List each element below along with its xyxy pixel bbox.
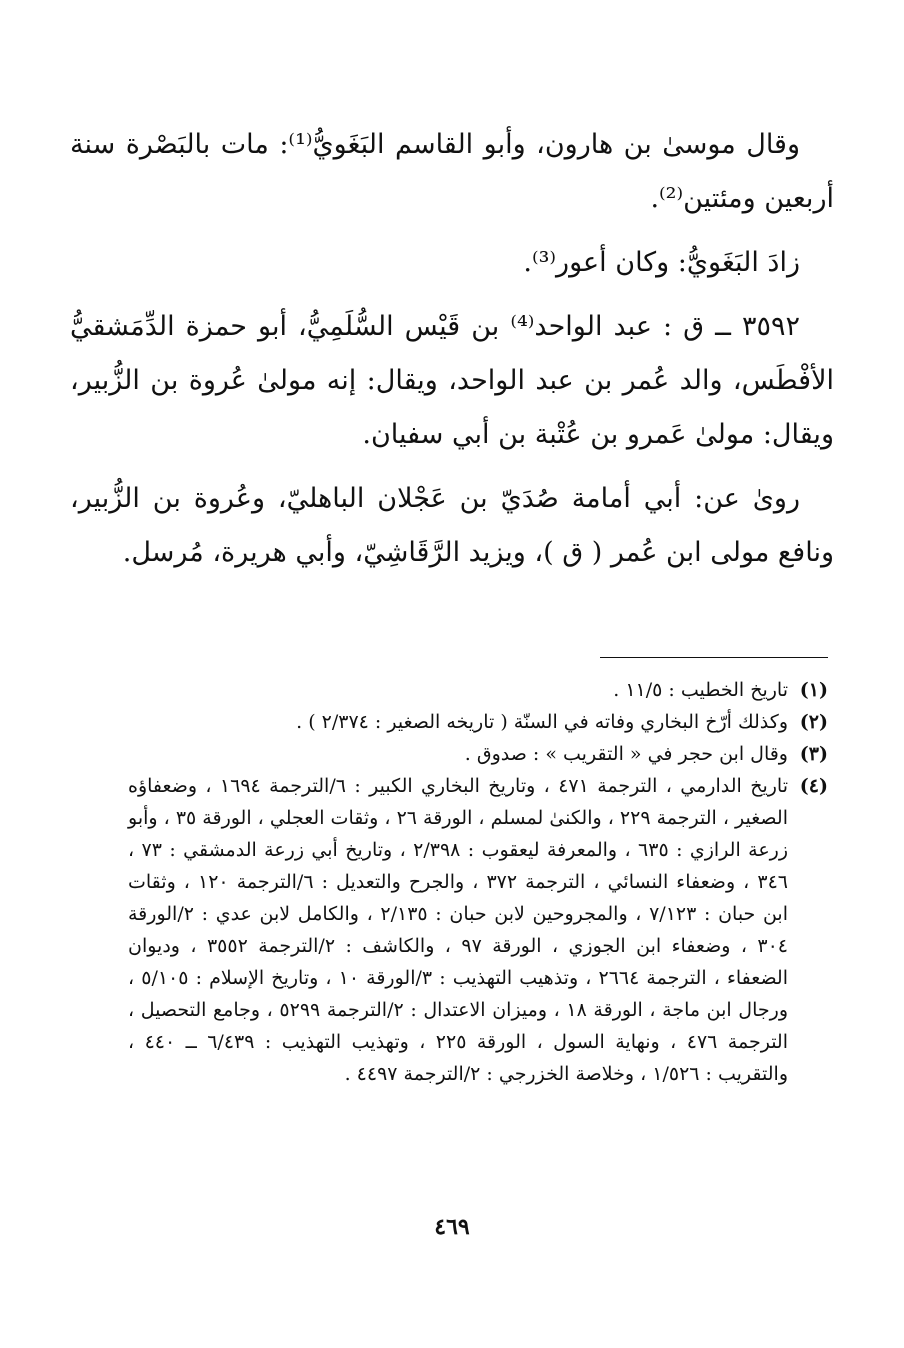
paragraph-addition: زادَ البَغَويُّ: وكان أعور⁽³⁾. [523,247,800,278]
footnote-divider [600,657,828,658]
footnote-text: تاريخ الخطيب : ١١/٥ . [613,679,788,701]
footnote-number: (٤) [799,775,828,797]
footnote-number: (١) [799,679,828,701]
footnote-number: (٣) [799,743,828,765]
paragraph-narrated-from: روىٰ عن: أبي أمامة صُدَيّ بن عَجْلان الباهليّ، وعُروة بن الزُّبير، ونافع مولى ابن عُمر ( ق )، ويزيد الرَّقَاشِيّ، وأبي هريرة، مُرسل. [70,483,834,568]
footnote-text: وقال ابن حجر في « التقريب » : صدوق . [464,743,788,765]
footnote-text: تاريخ الدارمي ، الترجمة ٤٧١ ، وتاريخ البخاري الكبير : ٦/الترجمة ١٦٩٤ ، وضعفاؤه الصغير ، الترجمة ٢٢٩ ، والكنىٰ لمسلم ، الورقة ٢٦ ، وثقات العجلي ، الورقة ٣٥ ، وأبو زرعة الرازي : ٦٣٥ ، والمعرفة ليعقوب : ٢/٣٩٨ ، وتاريخ أبي زرعة الدمشقي : ٧٣ ، ٣٤٦ ، وضعفاء النسائي ، الترجمة ٣٧٢ ، والجرح والتعديل : ٦/الترجمة ١٢٠ ، وثقات ابن حبان : ٧/١٢٣ ، والمجروحين لابن حبان : ٢/١٣٥ ، والكامل لابن عدي : ٢/الورقة ٣٠٤ ، وضعفاء ابن الجوزي ، الورقة ٩٧ ، والكاشف : ٢/الترجمة ٣٥٥٢ ، وديوان الضعفاء ، الترجمة ٢٦٦٤ ، وتذهيب التهذيب : ٣/الورقة ١٠ ، وتاريخ الإسلام : ٥/١٠٥ ، ورجال ابن ماجة ، الورقة ١٨ ، وميزان الاعتدال : ٢/الترجمة ٥٢٩٩ ، وجامع التحصيل ، الترجمة ٤٧٦ ، ونهاية السول ، الورقة ٢٢٥ ، وتهذيب التهذيب : ٦/٤٣٩ ــ ٤٤٠ ، والتقريب : ١/٥٢٦ ، وخلاصة الخزرجي : ٢/الترجمة ٤٤٩٧ . [128,775,789,1085]
footnote-4 [128,770,828,1090]
footnotes [128,674,828,1090]
footnote-text: وكذلك أرّخ البخاري وفاته في السنّة ( تاريخه الصغير : ٢/٣٧٤ ) . [296,711,788,733]
footnote-number: (٢) [799,711,828,733]
paragraph-biography-entry: ٣٥٩٢ ــ ق : عبد الواحد⁽⁴⁾ بن قَيْس السُّلَمِيُّ، أبو حمزة الدِّمَشقيُّ الأفْطَس، والد عُمر بن عبد الواحد، ويقال: إنه مولىٰ عُروة بن الزُّبير، ويقال: مولىٰ عَمرو بن عُتْبة بن أبي سفيان. [70,311,834,450]
paragraph-death-date: وقال موسىٰ بن هارون، وأبو القاسم البَغَويُّ⁽¹⁾: مات بالبَصْرة سنة أربعين ومئتين⁽²⁾. [70,129,834,214]
footnote-2 [128,706,828,738]
main-text [70,118,834,590]
footnote-1 [128,674,828,706]
page-number: ٤٦٩ [434,1214,470,1240]
footnote-3 [128,738,828,770]
